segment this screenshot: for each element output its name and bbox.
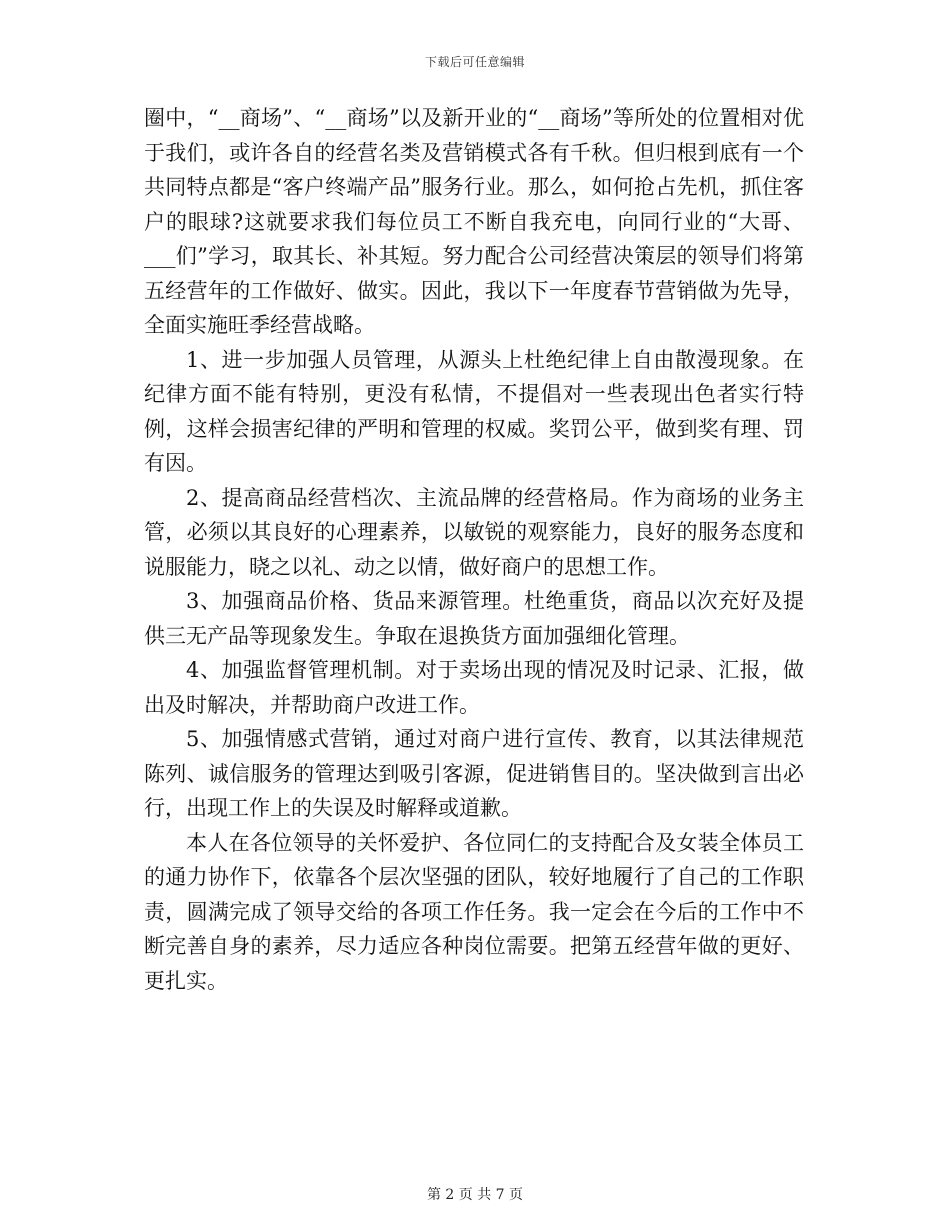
- paragraph-item-1: 1、进一步加强人员管理，从源头上杜绝纪律上自由散漫现象。在纪律方面不能有特别，更没有私情，不提倡对一些表现出色者实行特例，这样会损害纪律的严明和管理的权威。奖罚公平，做到奖有理、罚有因。: [144, 347, 804, 475]
- paragraph-conclusion: 本人在各位领导的关怀爱护、各位同仁的支持配合及女装全体员工的通力协作下，依靠各个层次坚强的团队，较好地履行了自己的工作职责，圆满完成了领导交给的各项工作任务。我一定会在今后的工作中不断完善自身的素养，尽力适应各种岗位需要。把第五经营年做的更好、更扎实。: [144, 830, 804, 993]
- document-body: [144, 101, 804, 998]
- paragraph-continuation: 圈中，“__商场”、“__商场”以及新开业的“__商场”等所处的位置相对优于我们，或许各自的经营名类及营销模式各有千秋。但归根到底有一个共同特点都是“客户终端产品”服务行业。那么，如何抢占先机，抓住客户的眼球?这就要求我们每位员工不断自我充电，向同行业的“大哥、___们”学习，取其长、补其短。努力配合公司经营决策层的领导们将第五经营年的工作做好、做实。因此，我以下一年度春节营销做为先导，全面实施旺季经营战略。: [144, 106, 804, 337]
- paragraph-item-3: 3、加强商品价格、货品来源管理。杜绝重货，商品以次充好及提供三无产品等现象发生。争取在退换货方面加强细化管理。: [144, 589, 804, 648]
- paragraph-item-5: 5、加强情感式营销，通过对商户进行宣传、教育，以其法律规范陈列、诚信服务的管理达到吸引客源，促进销售目的。坚决做到言出必行，出现工作上的失误及时解释或道歉。: [144, 727, 804, 820]
- paragraph-item-2: 2、提高商品经营档次、主流品牌的经营格局。作为商场的业务主管，必须以其良好的心理素养，以敏锐的观察能力，良好的服务态度和说服能力，晓之以礼、动之以情，做好商户的思想工作。: [144, 485, 804, 579]
- page-header: 下载后可任意编辑: [424, 55, 525, 69]
- paragraph-item-4: 4、加强监督管理机制。对于卖场出现的情况及时记录、汇报，做出及时解决，并帮助商户改进工作。: [144, 658, 804, 717]
- page-number-footer: 第 2 页 共 7 页: [426, 1187, 524, 1203]
